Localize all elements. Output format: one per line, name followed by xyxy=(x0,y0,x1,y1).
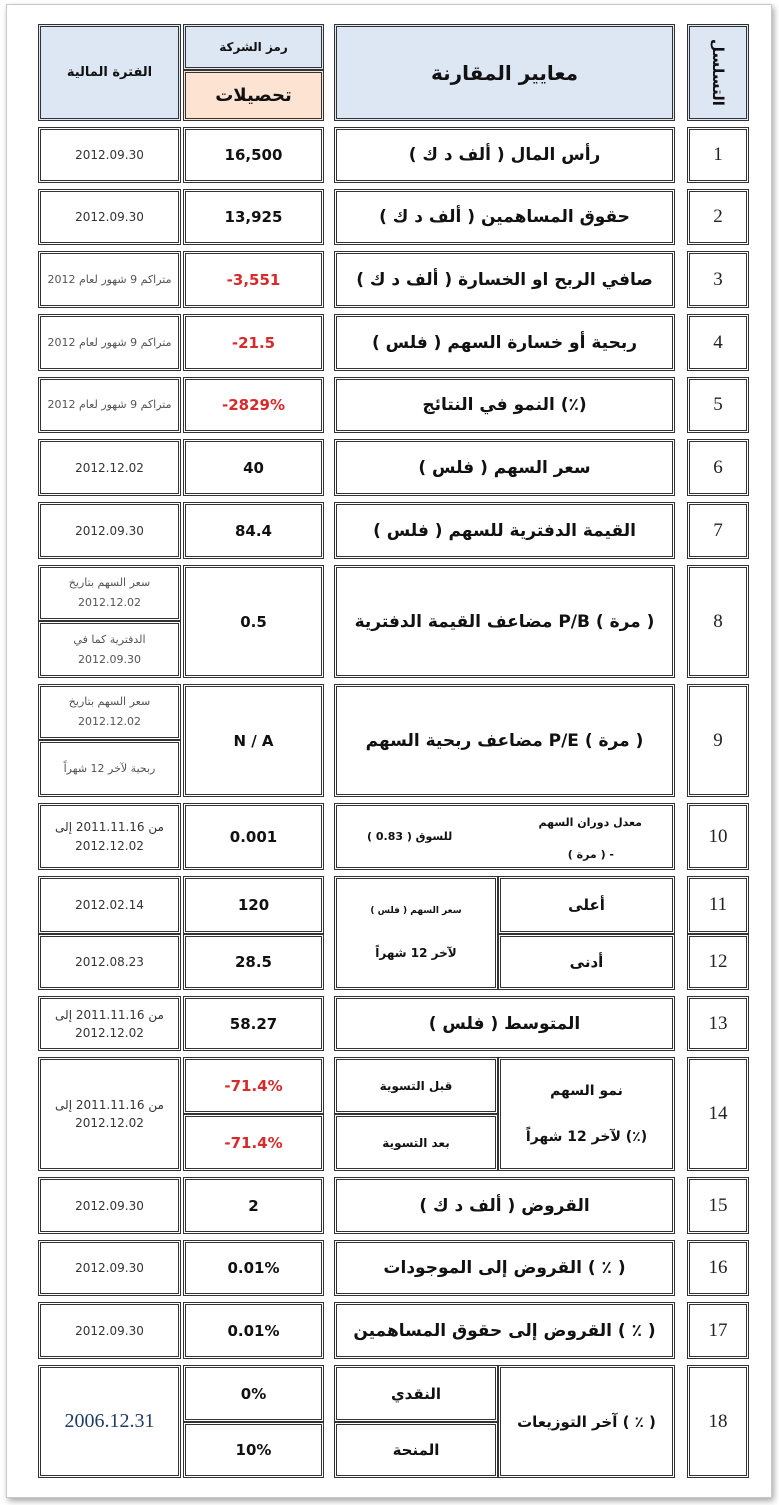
row-15-period-text: 2012.09.30 xyxy=(75,1198,144,1213)
row-7-value-text: 84.4 xyxy=(234,521,272,540)
row-3-criterion-text: صافي الربح او الخسارة ( ألف د ك ) xyxy=(356,269,653,290)
row-6-period xyxy=(38,439,181,496)
row-14-label-b: لآخر 12 شهراً (٪) xyxy=(525,1129,648,1145)
row-12-number: 12 xyxy=(708,951,728,972)
row-7-period-text: 2012.09.30 xyxy=(75,523,144,538)
row-9-criterion-text: مضاعف ربحية السهم P/E ( مرة ) xyxy=(365,730,644,751)
row-10-criterion-c: ( مرة ) - xyxy=(567,848,614,861)
row-11-value-text: 120 xyxy=(237,896,270,914)
row-6-value xyxy=(183,439,324,496)
row-1-criterion xyxy=(334,127,675,183)
row-18-bonus-label xyxy=(334,1422,498,1478)
row-12-serial xyxy=(687,934,749,990)
row-8-period-b-text: الدفترية كما في 2012.09.30 xyxy=(73,632,146,666)
row-10-criterion-a: معدل دوران السهم xyxy=(538,816,642,829)
price-12m-label-b: لآخر 12 شهراً xyxy=(375,946,457,960)
row-7-serial xyxy=(687,502,749,559)
row-1-period-text: 2012.09.30 xyxy=(75,148,144,162)
row-3-value-text: -3,551 xyxy=(226,270,281,289)
row-5-period-text: متراكم 9 شهور لعام 2012 xyxy=(47,398,172,411)
row-15-serial xyxy=(687,1177,749,1234)
row-8-value xyxy=(183,565,324,678)
row-7-criterion xyxy=(334,502,675,559)
row-1-criterion-text: رأس المال ( ألف د ك ) xyxy=(408,145,601,165)
row-12-value-text: 28.5 xyxy=(234,953,272,971)
row-2-criterion xyxy=(334,189,675,245)
period-header-text: الفترة المالية xyxy=(66,65,153,80)
row-4-value-text: -21.5 xyxy=(231,333,276,352)
row-16-value xyxy=(183,1240,324,1296)
row-2-serial xyxy=(687,189,749,245)
row-18-value-bonus xyxy=(183,1422,324,1478)
row-14-label xyxy=(498,1057,675,1171)
row-17-value-text: 0.01% xyxy=(227,1321,280,1340)
row-8-period-a xyxy=(38,565,181,621)
row-15-number: 15 xyxy=(708,1194,728,1216)
company-name-header xyxy=(183,70,324,121)
row-16-criterion-text: القروض إلى الموجودات ( ٪ ) xyxy=(383,1258,626,1278)
row-10-number: 10 xyxy=(708,825,728,847)
row-5-number: 5 xyxy=(713,394,723,415)
row-15-value xyxy=(183,1177,324,1234)
row-4-period-text: متراكم 9 شهور لعام 2012 xyxy=(47,335,172,349)
row-6-period-text: 2012.12.02 xyxy=(75,460,144,475)
row-17-number: 17 xyxy=(708,1319,728,1341)
row-13-value xyxy=(183,996,324,1051)
row-14-before-text: قبل التسوية xyxy=(379,1078,453,1093)
row-5-value-text: -2829% xyxy=(221,396,285,414)
row-17-serial xyxy=(687,1302,749,1359)
row-16-period-text: 2012.09.30 xyxy=(75,1261,144,1275)
row-7-value xyxy=(183,502,324,559)
row-13-value-text: 58.27 xyxy=(229,1014,278,1033)
row-14-period-text: من 2011.11.16 إلى 2012.12.02 xyxy=(55,1098,164,1130)
row-10-criterion xyxy=(334,803,675,870)
row-14-number: 14 xyxy=(708,1103,728,1124)
row-2-period xyxy=(38,189,181,245)
row-1-serial xyxy=(687,127,749,183)
row-17-criterion-text: القروض إلى حقوق المساهمين ( ٪ ) xyxy=(353,1320,656,1341)
serial-header-text: التسلسل xyxy=(709,39,727,106)
row-18-label xyxy=(498,1365,675,1478)
row-2-period-text: 2012.09.30 xyxy=(75,210,144,224)
row-9-number: 9 xyxy=(713,729,723,751)
symbol-label-text: رمز الشركة xyxy=(219,40,288,54)
row-8-criterion-text: مضاعف القيمة الدفترية P/B ( مرة ) xyxy=(354,611,655,632)
row-3-number: 3 xyxy=(713,268,723,290)
row-9-period-a-text: سعر السهم بتاريخ 2012.12.02 xyxy=(68,695,151,728)
row-9-period-b xyxy=(38,740,181,797)
row-10-period xyxy=(38,803,181,870)
row-17-value xyxy=(183,1302,324,1359)
price-12m-label xyxy=(334,876,498,990)
company-name-text: تحصيلات xyxy=(215,85,292,106)
row-18-label-text: آخر التوزيعات ( ٪ ) xyxy=(517,1412,656,1431)
row-9-period-a xyxy=(38,684,181,740)
row-18-number: 18 xyxy=(708,1410,728,1432)
row-14-period xyxy=(38,1057,181,1171)
row-10-serial xyxy=(687,803,749,870)
row-10-criterion-b: للسوق ( 0.83 ) xyxy=(367,830,453,843)
row-12-sub xyxy=(498,934,675,990)
row-3-period-text: متراكم 9 شهور لعام 2012 xyxy=(47,272,172,286)
row-6-number: 6 xyxy=(713,456,723,478)
row-6-criterion-text: سعر السهم ( فلس ) xyxy=(418,457,591,478)
row-7-number: 7 xyxy=(713,519,723,541)
row-14-serial xyxy=(687,1057,749,1171)
row-18-value-cash-text: 0% xyxy=(240,1384,267,1403)
row-14-after-label xyxy=(334,1114,498,1171)
criteria-header xyxy=(334,24,675,121)
row-18-serial xyxy=(687,1365,749,1478)
row-18-period-text: 2006.12.31 xyxy=(64,1410,155,1432)
row-4-criterion-text: ربحية أو خسارة السهم ( فلس ) xyxy=(371,332,638,353)
row-4-serial xyxy=(687,314,749,371)
row-18-cash-text: النقدي xyxy=(390,1384,442,1403)
row-10-value xyxy=(183,803,324,870)
row-11-period-text: 2012.02.14 xyxy=(75,898,144,912)
row-17-criterion xyxy=(334,1302,675,1359)
row-11-number: 11 xyxy=(708,894,728,915)
row-16-value-text: 0.01% xyxy=(227,1259,280,1277)
row-5-value xyxy=(183,377,324,433)
row-15-period xyxy=(38,1177,181,1234)
row-18-period xyxy=(38,1365,181,1478)
row-13-serial xyxy=(687,996,749,1051)
row-12-period-text: 2012.08.23 xyxy=(75,955,144,969)
row-15-value-text: 2 xyxy=(248,1196,259,1215)
row-5-criterion xyxy=(334,377,675,433)
row-4-period xyxy=(38,314,181,371)
row-17-period xyxy=(38,1302,181,1359)
row-1-value-text: 16,500 xyxy=(224,146,283,164)
row-9-period-b-text: ربحية لآخر 12 شهراً xyxy=(63,761,156,775)
row-18-value-cash xyxy=(183,1365,324,1422)
row-15-criterion xyxy=(334,1177,675,1234)
price-12m-label-a: سعر السهم ( فلس ) xyxy=(370,906,462,916)
row-13-criterion-text: المتوسط ( فلس ) xyxy=(428,1013,581,1034)
row-2-criterion-text: حقوق المساهمين ( ألف د ك ) xyxy=(379,207,630,227)
row-11-sub-text: أعلى xyxy=(568,896,605,914)
symbol-label-header xyxy=(183,24,324,70)
row-12-sub-text: أدنى xyxy=(569,953,604,971)
row-16-period xyxy=(38,1240,181,1296)
row-13-period-text: من 2011.11.16 إلى 2012.12.02 xyxy=(55,1007,164,1040)
row-13-criterion xyxy=(334,996,675,1051)
row-8-serial xyxy=(687,565,749,678)
row-5-serial xyxy=(687,377,749,433)
row-14-before-label xyxy=(334,1057,498,1114)
row-14-value-before xyxy=(183,1057,324,1114)
serial-header xyxy=(687,24,749,121)
row-6-criterion xyxy=(334,439,675,496)
row-15-criterion-text: القروض ( ألف د ك ) xyxy=(419,1195,590,1216)
row-13-period xyxy=(38,996,181,1051)
row-17-period-text: 2012.09.30 xyxy=(75,1323,144,1338)
row-9-value xyxy=(183,684,324,797)
row-8-criterion xyxy=(334,565,675,678)
row-13-number: 13 xyxy=(708,1012,728,1034)
row-16-number: 16 xyxy=(708,1257,728,1278)
row-9-serial xyxy=(687,684,749,797)
row-8-value-text: 0.5 xyxy=(240,612,267,631)
row-2-value-text: 13,925 xyxy=(224,208,283,226)
row-1-value xyxy=(183,127,324,183)
row-16-criterion xyxy=(334,1240,675,1296)
row-11-serial xyxy=(687,876,749,934)
row-14-label-a: نمو السهم xyxy=(550,1083,623,1099)
row-14-value-before-text: -71.4% xyxy=(224,1076,283,1095)
row-5-criterion-text: النمو في النتائج (٪) xyxy=(422,395,587,415)
row-11-period xyxy=(38,876,181,934)
row-3-serial xyxy=(687,251,749,308)
row-8-period-a-text: سعر السهم بتاريخ 2012.12.02 xyxy=(68,576,151,609)
row-2-value xyxy=(183,189,324,245)
row-12-period xyxy=(38,934,181,990)
row-6-serial xyxy=(687,439,749,496)
row-3-period xyxy=(38,251,181,308)
period-header xyxy=(38,24,181,121)
row-14-value-after xyxy=(183,1114,324,1171)
row-4-criterion xyxy=(334,314,675,371)
row-8-period-b xyxy=(38,621,181,678)
row-12-value xyxy=(183,934,324,990)
row-1-number: 1 xyxy=(713,144,723,165)
row-18-value-bonus-text: 10% xyxy=(235,1441,272,1459)
row-7-criterion-text: القيمة الدفترية للسهم ( فلس ) xyxy=(373,520,636,541)
row-18-cash-label xyxy=(334,1365,498,1422)
row-14-value-after-text: -71.4% xyxy=(224,1133,283,1152)
row-11-sub xyxy=(498,876,675,934)
row-6-value-text: 40 xyxy=(243,458,264,477)
criteria-header-text: معايير المقارنة xyxy=(430,60,579,85)
row-9-value-text: N / A xyxy=(233,731,274,750)
row-8-number: 8 xyxy=(713,610,723,632)
row-2-number: 2 xyxy=(713,206,723,227)
row-3-value xyxy=(183,251,324,308)
row-10-value-text: 0.001 xyxy=(229,827,278,846)
row-11-value xyxy=(183,876,324,934)
row-18-bonus-text: المنحة xyxy=(392,1441,440,1459)
row-10-period-text: من 2011.11.16 إلى 2012.12.02 xyxy=(55,819,164,853)
row-14-after-text: بعد التسوية xyxy=(382,1135,450,1150)
row-5-period xyxy=(38,377,181,433)
row-1-period xyxy=(38,127,181,183)
row-4-value xyxy=(183,314,324,371)
row-16-serial xyxy=(687,1240,749,1296)
row-9-criterion xyxy=(334,684,675,797)
row-3-criterion xyxy=(334,251,675,308)
row-4-number: 4 xyxy=(713,331,723,353)
row-7-period xyxy=(38,502,181,559)
